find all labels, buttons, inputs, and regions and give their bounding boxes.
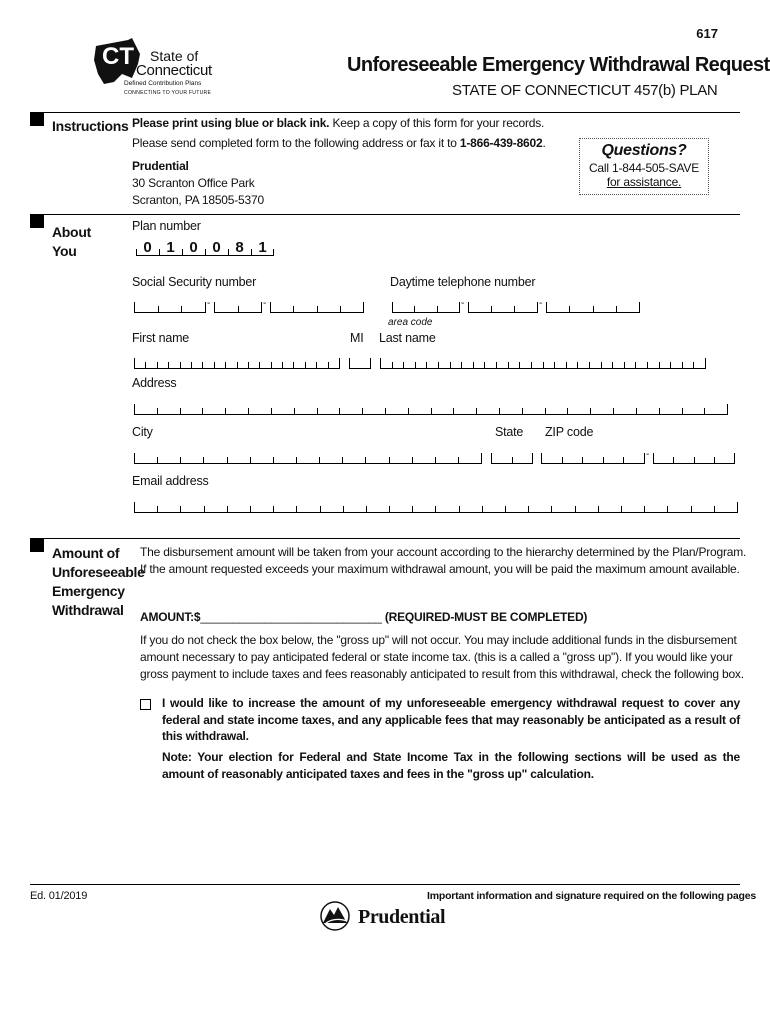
about-heading-line1: About bbox=[52, 224, 91, 240]
plan-digit: 0 bbox=[182, 240, 205, 256]
mailing-company: Prudential bbox=[132, 159, 189, 173]
print-instruction-rest: Keep a copy of this form for your records. bbox=[329, 116, 545, 130]
form-title: Unforeseeable Emergency Withdrawal Request bbox=[347, 54, 770, 76]
amount-input[interactable]: ____________________________ bbox=[200, 610, 382, 624]
print-instruction-bold: Please print using blue or black ink. bbox=[132, 116, 330, 130]
section-rule-instructions bbox=[30, 112, 740, 113]
phone-area-code-field[interactable] bbox=[392, 302, 460, 313]
mailing-address-line1: 30 Scranton Office Park bbox=[132, 176, 255, 190]
ssn-dash-1: - bbox=[207, 298, 211, 309]
grossup-line1: If you do not check the box below, the "gross up" will not occur. You may include additional funds in the disbursement bbox=[140, 633, 737, 647]
mailing-address-line2: Scranton, PA 18505-5370 bbox=[132, 193, 264, 207]
edition-date: Ed. 01/2019 bbox=[30, 890, 88, 902]
section-marker-about bbox=[30, 214, 44, 228]
ssn-field-part1[interactable] bbox=[134, 302, 206, 313]
phone-line-field[interactable] bbox=[546, 302, 640, 313]
plan-digit: 0 bbox=[136, 240, 159, 256]
ssn-dash-2: - bbox=[263, 298, 267, 309]
section-rule-amount bbox=[30, 538, 740, 539]
city-label: City bbox=[132, 425, 153, 439]
about-heading bbox=[52, 223, 91, 261]
ssn-label: Social Security number bbox=[132, 275, 257, 289]
zip-label: ZIP code bbox=[545, 425, 594, 439]
state-label: State bbox=[495, 425, 524, 439]
form-subtitle: STATE OF CONNECTICUT 457(b) PLAN bbox=[452, 82, 718, 99]
state-field[interactable] bbox=[491, 453, 533, 464]
fax-number: 1-866-439-8602 bbox=[459, 136, 543, 150]
phone-label: Daytime telephone number bbox=[390, 275, 536, 289]
logo-line2: Connecticut bbox=[136, 62, 212, 79]
section-marker-instructions bbox=[30, 112, 44, 126]
grossup-checkbox[interactable] bbox=[140, 699, 151, 710]
amount-label: AMOUNT:$ bbox=[140, 610, 201, 624]
questions-assistance: for assistance. bbox=[606, 175, 682, 189]
questions-title: Questions? bbox=[601, 142, 687, 159]
questions-phone: Call 1-844-505-SAVE bbox=[588, 161, 700, 175]
prudential-wordmark: Prudential bbox=[358, 906, 446, 928]
amount-heading-line1: Amount of bbox=[52, 545, 120, 561]
phone-dash-1: - bbox=[461, 298, 465, 309]
logo-line1: State of bbox=[150, 48, 199, 64]
phone-prefix-field[interactable] bbox=[468, 302, 538, 313]
plan-digit: 1 bbox=[251, 240, 274, 256]
logo-tagline: CONNECTING TO YOUR FUTURE bbox=[124, 90, 212, 96]
footer-rule bbox=[30, 884, 740, 885]
city-field[interactable] bbox=[134, 453, 482, 464]
send-instruction-text: Please send completed form to the following address or fax it to bbox=[132, 136, 460, 150]
email-label: Email address bbox=[132, 474, 209, 488]
questions-box bbox=[579, 138, 709, 195]
about-heading-line2: You bbox=[52, 243, 77, 259]
logo-line3: Defined Contribution Plans bbox=[124, 80, 202, 87]
plan-number-label: Plan number bbox=[132, 219, 201, 233]
ct-mark: CT bbox=[102, 43, 134, 70]
amount-intro-line2: If the amount requested exceeds your maximum withdrawal amount, you will be paid the maximum amount available. bbox=[140, 562, 740, 576]
first-name-label: First name bbox=[132, 331, 190, 345]
first-name-field[interactable] bbox=[134, 358, 340, 369]
required-label: (REQUIRED-MUST BE COMPLETED) bbox=[384, 610, 588, 624]
prudential-rock-icon bbox=[320, 901, 354, 936]
grossup-line2: amount necessary to pay anticipated federal or state income tax. (this is a called a "gross up"). If you would like your bbox=[140, 650, 733, 664]
last-name-field[interactable] bbox=[380, 358, 706, 369]
form-number: 617 bbox=[696, 26, 718, 41]
important-notice: Important information and signature required on the following pages bbox=[427, 890, 757, 902]
plan-digit: 8 bbox=[228, 240, 251, 256]
last-name-label: Last name bbox=[379, 331, 436, 345]
amount-heading-line4: Withdrawal bbox=[52, 602, 124, 618]
email-field[interactable] bbox=[134, 502, 738, 513]
grossup-line3: gross payment to include taxes and fees reasonably anticipated to result from this withdrawal, check the following box. bbox=[140, 667, 744, 681]
amount-intro-line1: The disbursement amount will be taken from your account according to the hierarchy determined by the Plan/Program. bbox=[140, 545, 747, 559]
ssn-field-part3[interactable] bbox=[270, 302, 364, 313]
grossup-checkbox-text: I would like to increase the amount of my unforeseeable emergency withdrawal request to cover any federal and state income taxes, and any applicable fees that may reasonably be anticipated as a result of this withdrawal. bbox=[162, 696, 740, 743]
send-instruction bbox=[132, 136, 546, 151]
plan-digit: 1 bbox=[159, 240, 182, 256]
address-field[interactable] bbox=[134, 404, 728, 415]
address-label: Address bbox=[132, 376, 177, 390]
amount-line bbox=[140, 610, 587, 625]
ssn-field-part2[interactable] bbox=[214, 302, 262, 313]
amount-heading-line2: Unforeseeable bbox=[52, 564, 145, 580]
phone-dash-2: - bbox=[539, 298, 543, 309]
zip-dash: - bbox=[646, 449, 650, 460]
instructions-heading: Instructions bbox=[52, 118, 129, 134]
section-rule-about bbox=[30, 214, 740, 215]
grossup-note: Note: Your election for Federal and State Income Tax in the following sections will be used as the amount of reasonably anticipated taxes and fees in the "gross up" calculation. bbox=[162, 750, 740, 781]
plan-digit: 0 bbox=[205, 240, 228, 256]
mi-label: MI bbox=[350, 331, 364, 345]
amount-heading-line3: Emergency bbox=[52, 583, 125, 599]
send-instruction-end: . bbox=[542, 136, 546, 150]
zip-field-part1[interactable] bbox=[541, 453, 645, 464]
ct-logo bbox=[92, 34, 242, 104]
print-instruction bbox=[132, 116, 544, 131]
section-marker-amount bbox=[30, 538, 44, 552]
amount-heading bbox=[52, 544, 145, 620]
plan-number-field bbox=[136, 240, 274, 256]
area-code-label: area code bbox=[388, 317, 433, 328]
zip-field-part2[interactable] bbox=[653, 453, 735, 464]
mi-field[interactable] bbox=[349, 358, 371, 369]
